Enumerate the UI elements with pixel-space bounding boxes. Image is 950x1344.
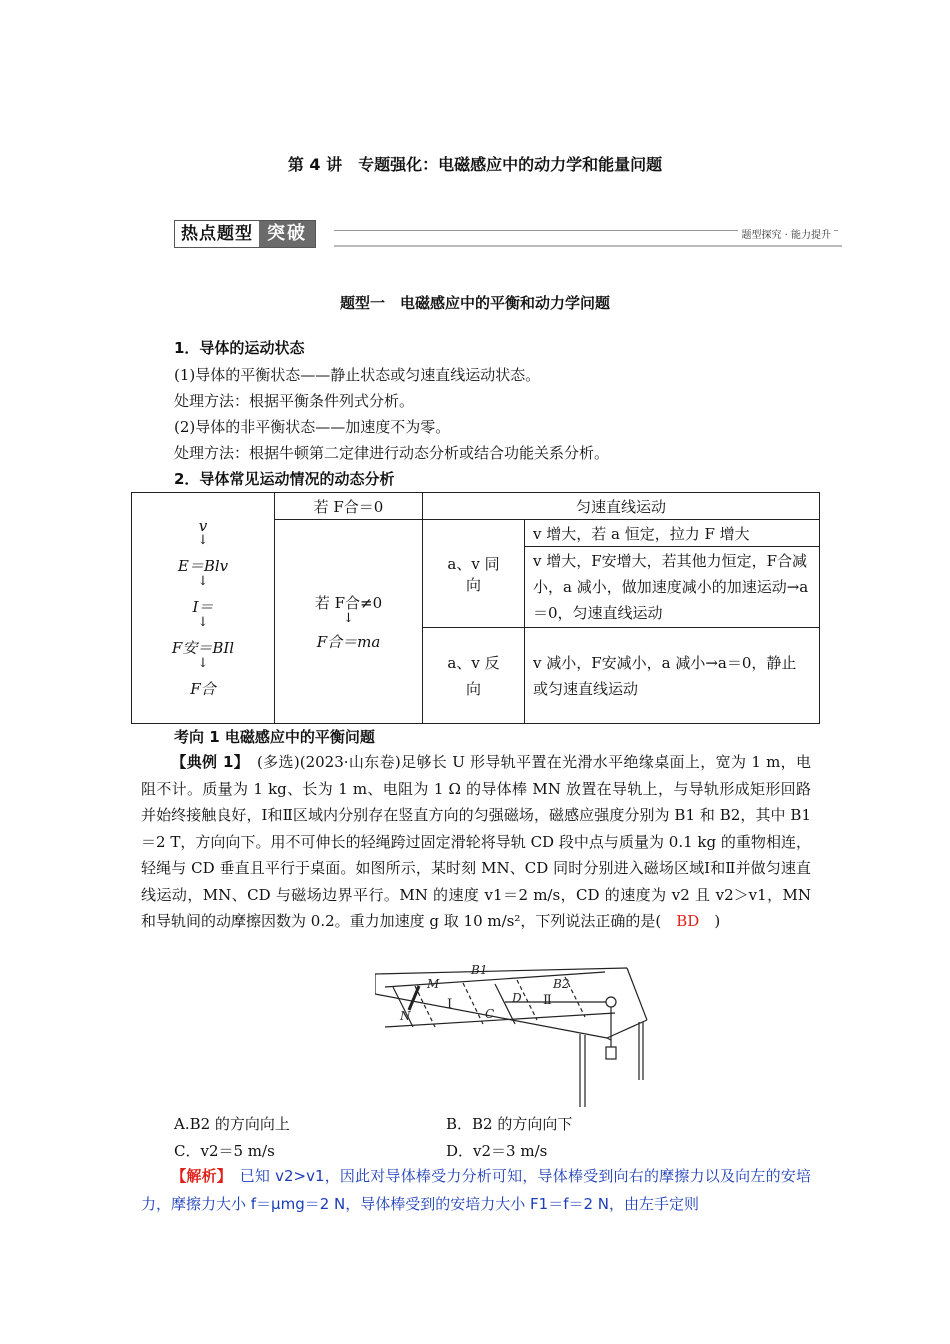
chain-ampere-force: F安＝BIl xyxy=(171,639,235,657)
banner-rule-bottom xyxy=(334,245,842,247)
label-region-1: Ⅰ xyxy=(447,997,453,1012)
option-c: C．v2＝5 m/s xyxy=(174,1142,275,1160)
pulley-icon xyxy=(606,997,616,1007)
banner-label-secondary: 突破 xyxy=(259,221,315,247)
row-constant-accel: v 增大，若 a 恒定，拉力 F 增大 xyxy=(525,520,820,547)
point-text: (1)导体的平衡状态——静止状态或匀速直线运动状态。 xyxy=(174,366,541,384)
dynamics-table xyxy=(131,492,820,724)
page-title: 第 4 讲 专题强化：电磁感应中的动力学和能量问题 xyxy=(287,155,663,174)
example-answer: BD xyxy=(676,912,700,930)
option-d: D．v2＝3 m/s xyxy=(446,1142,548,1160)
down-arrow-icon: ↓ xyxy=(343,610,354,626)
banner-tag: 题型探究 · 能力提升 xyxy=(738,226,834,241)
row-decelerating: v 减小，F安减小，a 减小→a＝0，静止或匀速直线运动 xyxy=(525,628,820,724)
label-d: D xyxy=(512,991,522,1005)
opposite-direction-cell: a、v 反向 xyxy=(423,628,525,724)
banner-label-box xyxy=(174,220,316,248)
option-a: A.B2 的方向向上 xyxy=(174,1115,290,1133)
section-title: 题型一 电磁感应中的平衡和动力学问题 xyxy=(339,294,610,312)
label-region-2: Ⅱ xyxy=(543,993,552,1008)
point-text: 处理方法：根据平衡条件列式分析。 xyxy=(174,392,415,410)
label-m: M xyxy=(427,977,440,991)
label-b2: B2 xyxy=(553,977,570,991)
label-c: C xyxy=(485,1007,495,1021)
causal-chain-cell xyxy=(132,493,275,724)
net-force-nonzero-cell xyxy=(275,520,423,724)
rail-figure xyxy=(375,962,665,1110)
weight-icon xyxy=(606,1047,616,1059)
rod-mn xyxy=(409,986,419,1010)
direction-title: 考向 1 电磁感应中的平衡问题 xyxy=(174,728,375,746)
chain-emf: E＝Blv xyxy=(177,557,229,575)
same-direction-cell: a、v 同向 xyxy=(423,520,525,628)
analysis-paragraph xyxy=(141,1162,811,1218)
example-text: (多选)(2023·山东卷)足够长 U 形导轨平置在光滑水平绝缘桌面上，宽为 1 m，电阻不计。质量为 1 kg、长为 1 m、电阻为 1 Ω 的导体棒 MN 放置在导轨上，与导轨形成矩形回路并始终接触良好，Ⅰ和Ⅱ区域内分别存在竖直方向的匀强磁场，磁感应强度分别为 B1 和 B2，其中 B1＝2 T，方向向下。用不可伸长的轻绳跨过固定滑轮将导轨 CD 段中点与质量为 0.1 kg 的重物相连，轻绳与 CD 垂直且平行于桌面。如图所示，某时刻 MN、CD 同时分别进入磁场区域Ⅰ和Ⅱ并做匀速直线运动，MN、CD 与磁场边界平行。MN 的速度 v1＝2 m/s，CD 的速度为 v2 且 v2＞v1，MN 和导轨间的动摩擦因数为 0.2。重力加速度 g 取 10 m/s²，下列说法正确的是( xyxy=(141,753,811,930)
example-label: 【典例 1】 xyxy=(171,753,242,771)
example-paragraph xyxy=(141,749,811,935)
chain-v: v xyxy=(198,517,208,535)
option-b: B．B2 的方向向下 xyxy=(446,1115,573,1133)
row-decreasing-accel: v 增大，F安增大，若其他力恒定，F合减小，a 减小，做加速度减小的加速运动→a＝0，匀速直线运动 xyxy=(525,547,820,628)
label-b1: B1 xyxy=(471,963,488,977)
point-text: 处理方法：根据牛顿第二定律进行动态分析或结合功能关系分析。 xyxy=(174,444,610,462)
chain-net-force: F合 xyxy=(190,680,216,698)
example-close: ) xyxy=(714,912,721,930)
banner-label-primary: 热点题型 xyxy=(175,221,259,247)
section-banner xyxy=(174,218,842,248)
chain-current: I＝ xyxy=(192,598,214,616)
label-n: N xyxy=(400,1009,411,1023)
analysis-label: 【解析】 xyxy=(171,1167,225,1185)
uniform-motion-cell: 匀速直线运动 xyxy=(423,493,820,520)
down-arrow-icon: ↓ xyxy=(197,615,209,630)
analysis-text: 已知 v2>v1，因此对导体棒受力分析可知，导体棒受到向右的摩擦力以及向左的安培力，摩擦力大小 f＝μmg＝2 N，导体棒受到的安培力大小 F1＝f＝2 N，由左手定则 xyxy=(141,1167,811,1213)
down-arrow-icon: ↓ xyxy=(197,533,209,548)
point-heading-2: 2．导体常见运动情况的动态分析 xyxy=(174,470,395,488)
down-arrow-icon: ↓ xyxy=(197,574,209,589)
down-arrow-icon: ↓ xyxy=(197,656,209,671)
newton-second-law: F合＝ma xyxy=(316,632,381,651)
net-force-zero-cell: 若 F合＝0 xyxy=(275,493,423,520)
net-force-nonzero: 若 F合≠0 xyxy=(314,593,383,612)
point-heading-1: 1．导体的运动状态 xyxy=(174,339,305,357)
point-text: (2)导体的非平衡状态——加速度不为零。 xyxy=(174,418,451,436)
